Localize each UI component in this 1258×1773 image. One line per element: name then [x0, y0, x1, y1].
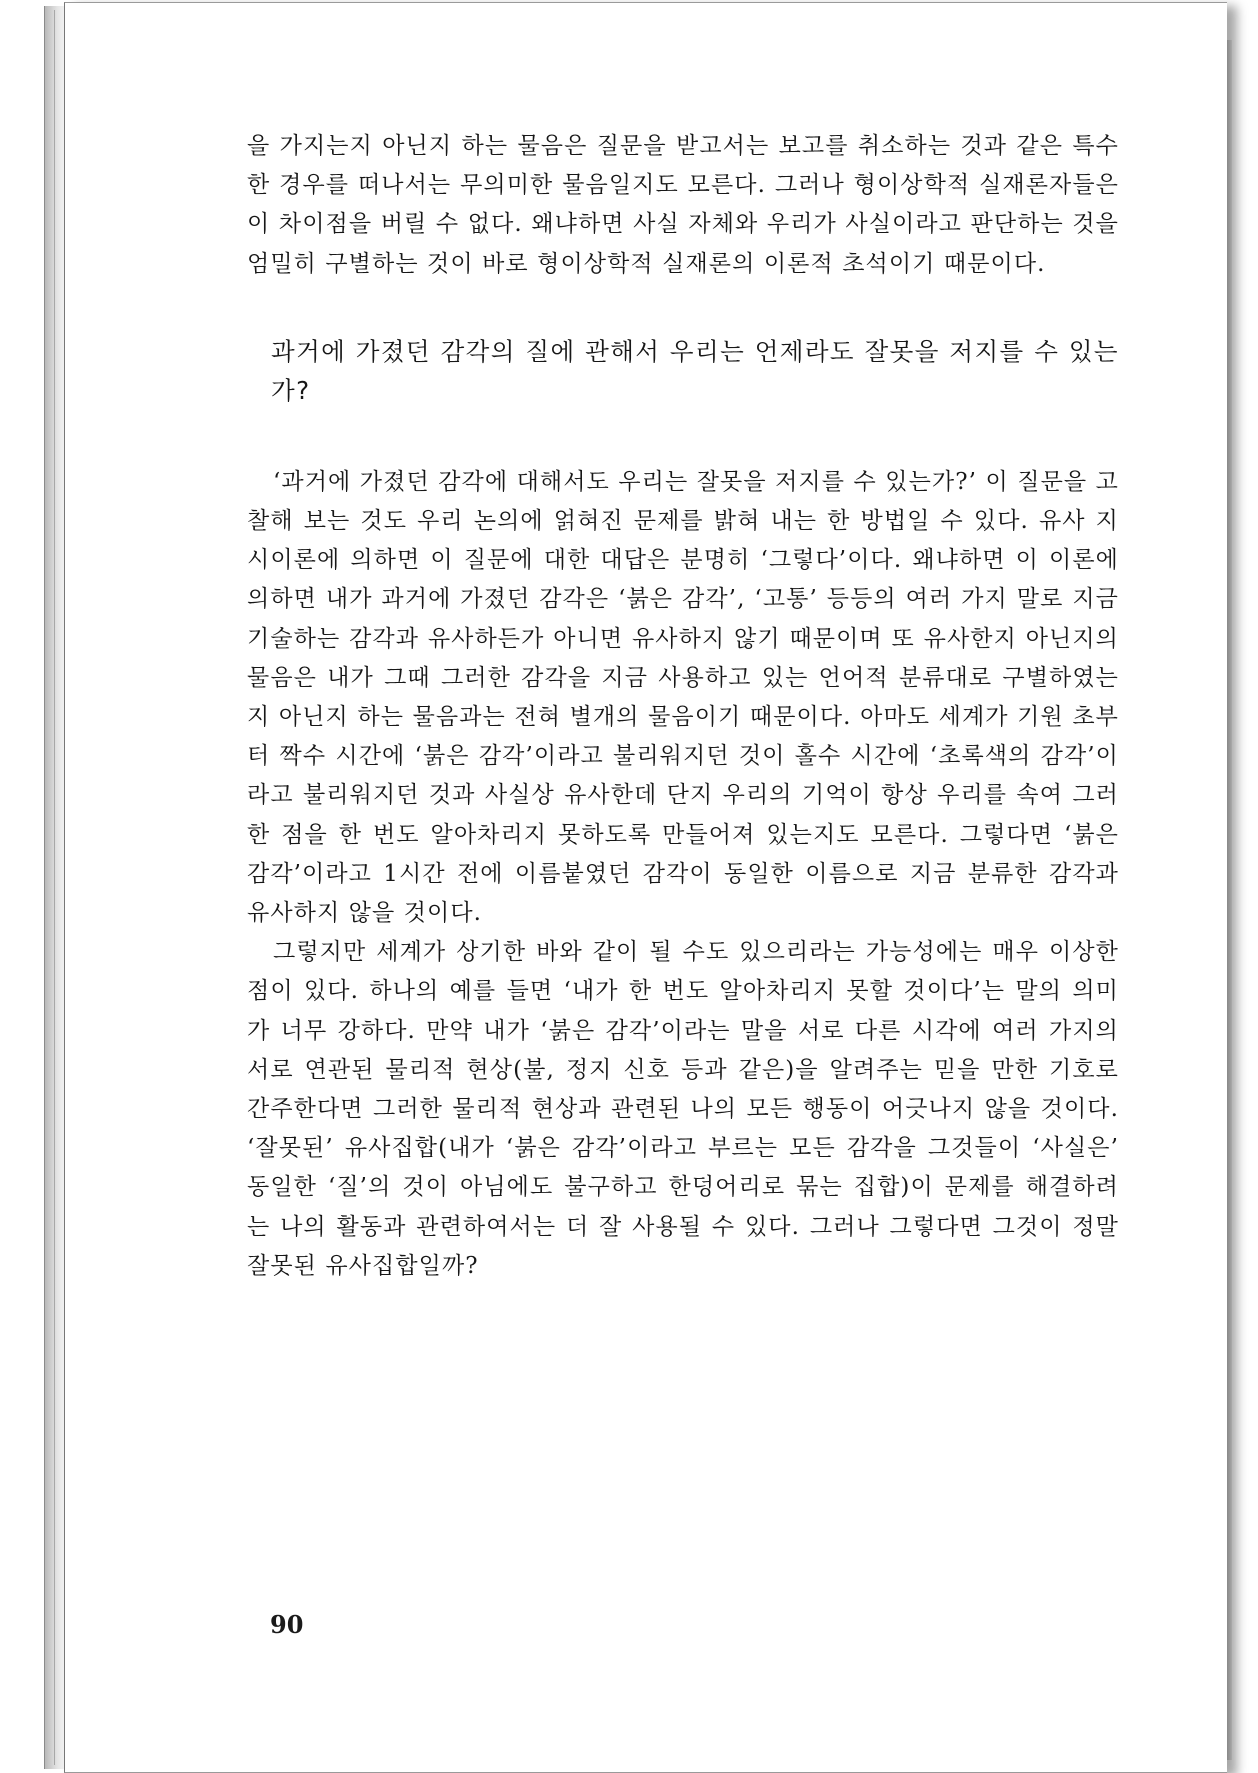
paragraph-3: 그렇지만 세계가 상기한 바와 같이 될 수도 있으리라는 가능성에는 매우 이상한 점이 있다. 하나의 예를 들면 ‘내가 한 번도 알아차리지 못할 것이다’는 말의 의미가 너무 강하다. 만약 내가 ‘붉은 감각’이라는 말을 서로 다른 시각에 여러 가지의 서로 연관된 물리적 현상(불, 정지 신호 등과 같은)을 알려주는 믿을 만한 기호로 간주한다면 그러한 물리적 현상과 관련된 나의 모든 행동이 어긋나지 않을 것이다. ‘잘못된’ 유사집합(내가 ‘붉은 감각’이라고 부르는 모든 감각을 그것들이 ‘사실은’ 동일한 ‘질’의 것이 아님에도 불구하고 한덩어리로 묶는 집합)이 문제를 해결하려는 나의 활동과 관련하여서는 더 잘 사용될 수 있다. 그러나 그렇다면 그것이 정말 잘못된 유사집합일까?	[247, 939, 1119, 1279]
paragraph-2: ‘과거에 가졌던 감각에 대해서도 우리는 잘못을 저지를 수 있는가?’ 이 질문을 고찰해 보는 것도 우리 논의에 얽혀진 문제를 밝혀 내는 한 방법일 수 있다. 유사 지시이론에 의하면 이 질문에 대한 대답은 분명히 ‘그렇다’이다. 왜냐하면 이 이론에 의하면 내가 과거에 가졌던 감각은 ‘붉은 감각’, ‘고통’ 등등의 여러 가지 말로 지금 기술하는 감각과 유사하든가 아니면 유사하지 않기 때문이며 또 유사한지 아닌지의 물음은 내가 그때 그러한 감각을 지금 사용하고 있는 언어적 분류대로 구별하였는지 아닌지 하는 물음과는 전혀 별개의 물음이기 때문이다. 아마도 세계가 기원 초부터 짝수 시간에 ‘붉은 감각’이라고 불리워지던 것이 홀수 시간에 ‘초록색의 감각’이라고 불리워지던 것과 사실상 유사한데 단지 우리의 기억이 항상 우리를 속여 그러한 점을 한 번도 알아차리지 못하도록 만들어져 있는지도 모른다. 그렇다면 ‘붉은 감각’이라고 1시간 전에 이름붙였던 감각이 동일한 이름으로 지금 분류한 감각과 유사하지 않을 것이다.	[247, 468, 1119, 927]
paragraph-continuation: 을 가지는지 아닌지 하는 물음은 질문을 받고서는 보고를 취소하는 것과 같은 특수한 경우를 떠나서는 무의미한 물음일지도 모른다. 그러나 형이상학적 실재론자들은 이 차이점을 버릴 수 없다. 왜냐하면 사실 자체와 우리가 사실이라고 판단하는 것을 엄밀히 구별하는 것이 바로 형이상학적 실재론의 이론적 초석이기 때문이다.	[247, 133, 1119, 277]
section-question	[247, 332, 1119, 411]
page-content	[247, 127, 1119, 1286]
question-heading: 과거에 가졌던 감각의 질에 관해서 우리는 언제라도 잘못을 저지를 수 있는가?	[271, 336, 1119, 406]
page-number: 90	[270, 1610, 304, 1639]
